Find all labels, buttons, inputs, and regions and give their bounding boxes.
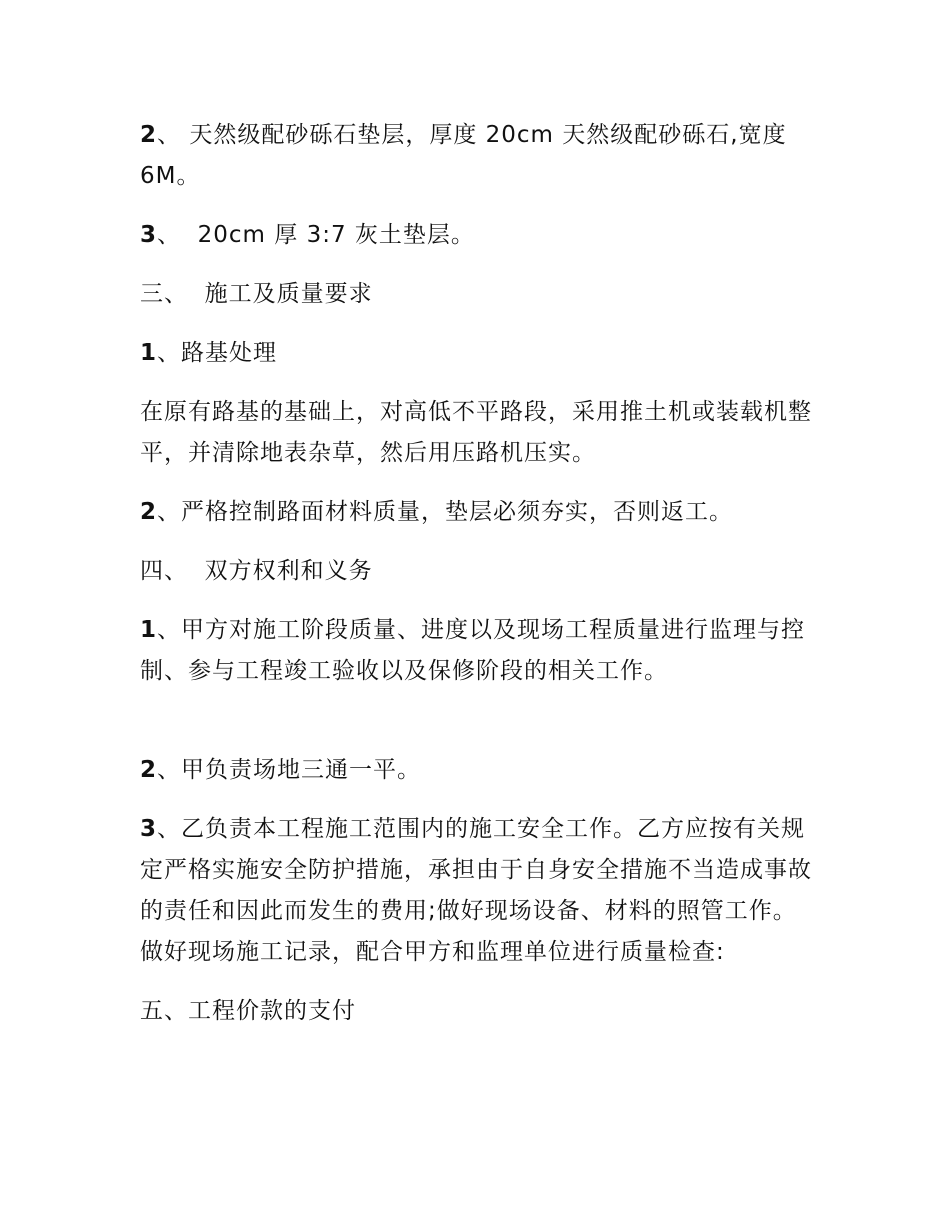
item-number: 1 [140, 340, 158, 366]
paragraph-quality-control [140, 492, 820, 533]
item-number: 2 [140, 499, 158, 525]
section-heading-5 [140, 991, 820, 1032]
heading-text: 四、 双方权利和义务 [140, 558, 373, 584]
item-number: 2 [140, 122, 158, 148]
document-body [140, 115, 820, 1050]
item-number: 2 [140, 757, 158, 783]
heading-text: 三、 施工及质量要求 [140, 281, 373, 307]
paragraph-material-3 [140, 215, 820, 256]
section-heading-4 [140, 551, 820, 592]
paragraph-text: 、甲方对施工阶段质量、进度以及现场工程质量进行监理与控制、参与工程竣工验收以及保修阶段的相关工作。 [140, 617, 806, 684]
paragraph-party-b-duty [140, 809, 820, 973]
paragraph-text: 、乙负责本工程施工范围内的施工安全工作。乙方应按有关规定严格实施安全防护措施，承担由于自身安全措施不当造成事故的责任和因此而发生的费用;做好现场设备、材料的照管工作。做好现场施工记录，配合甲方和监理单位进行质量检查: [140, 816, 812, 965]
item-number: 1 [140, 617, 158, 643]
item-number: 3 [140, 222, 158, 248]
paragraph-material-2 [140, 115, 820, 197]
heading-text: 五、工程价款的支付 [140, 998, 356, 1024]
paragraph-text: 在原有路基的基础上，对高低不平路段，采用推土机或装载机整平，并清除地表杂草，然后用压路机压实。 [140, 399, 812, 466]
paragraph-text: 、路基处理 [157, 340, 278, 366]
paragraph-party-a-duty [140, 610, 820, 692]
paragraph-roadbed [140, 333, 820, 374]
paragraph-party-a-site [140, 750, 820, 791]
paragraph-text: 、 20cm 厚 3:7 灰土垫层。 [157, 222, 475, 248]
section-heading-3 [140, 274, 820, 315]
item-number: 3 [140, 816, 158, 842]
paragraph-text: 、严格控制路面材料质量，垫层必须夯实，否则返工。 [157, 499, 734, 525]
paragraph-roadbed-detail [140, 392, 820, 474]
paragraph-text: 、甲负责场地三通一平。 [157, 757, 422, 783]
paragraph-text: 、 天然级配砂砾石垫层，厚度 20cm 天然级配砂砾石,宽度 6M。 [140, 122, 795, 189]
